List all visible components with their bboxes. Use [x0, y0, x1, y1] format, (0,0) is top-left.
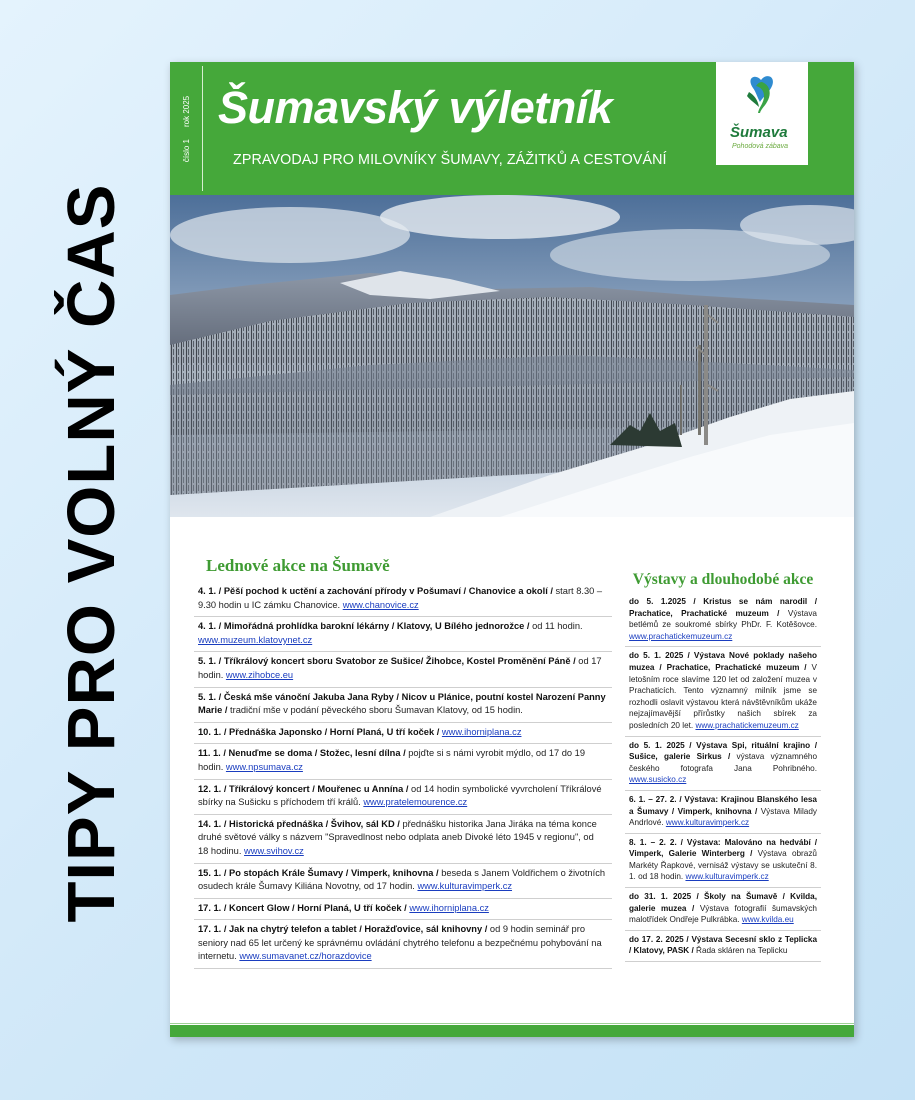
exhibition-item-text: Výstava betlémů ze soukromé sbírky PhDr. F. Kotěšovce.: [629, 608, 817, 630]
footer-rule: [170, 1023, 854, 1024]
exhibition-item: [625, 593, 821, 647]
event-item-heading: 4. 1. / Mimořádná prohlídka barokní lékárny / Klatovy, U Bílého jednorožce /: [198, 621, 530, 632]
event-item-link[interactable]: www.sumavanet.cz/horazdovice: [239, 951, 372, 962]
cover-photo-winter-landscape: [170, 195, 854, 517]
event-item-heading: 5. 1. / Tříkrálový koncert sboru Svatobor ze Sušice/ Žihobce, Kostel Proměnění Páně /: [198, 656, 576, 667]
exhibition-item-link[interactable]: www.prachatickemuzeum.cz: [695, 720, 799, 730]
event-item: [194, 920, 612, 969]
event-item: [194, 899, 612, 921]
event-item: [194, 688, 612, 723]
event-item-heading: 15. 1. / Po stopách Krále Šumavy / Vimperk, knihovna /: [198, 867, 439, 878]
event-item-link[interactable]: www.zihobce.eu: [225, 669, 294, 680]
exhibition-item-text: Výstava obrazů Markéty Řapkové, vernisáž výstavy se uskuteční 8. 1. od 18 hodin.: [629, 849, 817, 882]
exhibition-item-text: V letošním roce slavíme 120 let od založení muzea v Prachaticích. Tento významný milník jsme se rozhodli oslavit výstavou která návštěvníkům ukáže nejzajímavější přírůstky našich sbírek za posledních 20 let.: [629, 662, 817, 730]
event-item-link[interactable]: www.ihorniplana.cz: [441, 726, 522, 737]
event-item-heading: 11. 1. / Nenuďme se doma / Stožec, lesní dílna /: [198, 748, 406, 759]
event-item-heading: 5. 1. / Česká mše vánoční Jakuba Jana Ryby / Nicov u Plánice, poutní kostel Narození Panny Marie /: [198, 691, 606, 716]
exhibitions-list: [625, 593, 821, 962]
event-item-text: tradiční mše v podání pěveckého sboru Šumavan Klatovy, od 15 hodin.: [227, 705, 523, 716]
event-item-text: pojďte si s námi vyrobit mýdlo, od 17 do 19 hodin.: [198, 748, 586, 772]
exhibition-item: [625, 834, 821, 888]
issue-number: číslo 1: [182, 139, 191, 163]
exhibitions-heading: Výstavy a dlouhodobé akce: [632, 571, 814, 588]
header-divider: [202, 66, 203, 191]
issue-label: [182, 89, 194, 169]
january-events-column: [194, 556, 612, 969]
event-item-text: od 11 hodin.: [529, 621, 583, 632]
event-item-heading: 17. 1. / Koncert Glow / Horní Planá, U tří koček /: [198, 902, 407, 913]
exhibitions-column: [625, 570, 821, 990]
event-item: [194, 815, 612, 864]
exhibition-item-link[interactable]: www.kulturavimperk.cz: [665, 818, 750, 828]
logo-word: Šumava: [730, 124, 788, 141]
event-item-link[interactable]: www.npsumava.cz: [225, 761, 303, 772]
sumava-heart-logo-icon: [716, 62, 808, 124]
event-item-link[interactable]: www.pratelemourence.cz: [363, 797, 468, 808]
exhibition-item-link[interactable]: www.kvilda.eu: [741, 915, 794, 925]
exhibition-item: [625, 888, 821, 931]
magazine-subtitle: ZPRAVODAJ PRO MILOVNÍKY ŠUMAVY, ZÁŽITKŮ A CESTOVÁNÍ: [233, 152, 667, 168]
event-item: [194, 582, 612, 617]
exhibition-item: [625, 791, 821, 834]
event-item-text: přednášku historika Jana Jiráka na téma konce druhé světové války s názvem "Spravedlnost nebo odplata aneb Divoké léto 1945 v regionu", od 18 hodinu.: [198, 818, 597, 856]
exhibition-item-heading: 6. 1. – 27. 2. / Výstava: Krajinou Blanského lesa a Šumavy / Vimperk, knihovna /: [629, 794, 817, 816]
event-item-text: od 14 hodin symbolické vyvrcholení Tříkrálové sbírky na Sušicku s příchodem tří králů.: [198, 783, 602, 808]
event-item: [194, 723, 612, 745]
exhibition-item-heading: do 5. 1. 2025 / Výstava Nové poklady našeho muzea / Prachatice, Prachatické muzeum /: [629, 651, 817, 672]
event-item-text: od 9 hodin seminář pro seniory nad 65 let určený ke správnému ovládání chytrého telefonu a bezpečnému pohybování na internetu.: [198, 924, 602, 962]
side-title: TIPY PRO VOLNÝ ČAS: [54, 183, 129, 923]
exhibition-item-heading: do 31. 1. 2025 / Školy na Šumavě / Kvilda, galerie muzea /: [629, 892, 817, 913]
exhibition-item-link[interactable]: www.susicko.cz: [629, 775, 687, 785]
sumava-logo: [716, 62, 808, 165]
event-item-heading: 4. 1. / Pěší pochod k uctění a zachování přírody v Pošumaví / Chanovice a okolí /: [198, 586, 553, 596]
event-item: [194, 652, 612, 687]
event-item-heading: 10. 1. / Přednáška Japonsko / Horní Planá, U tří koček /: [198, 726, 440, 737]
event-item: [194, 864, 612, 899]
exhibition-item-text: Řada skláren na Teplicku: [693, 946, 788, 956]
exhibition-item-text: výstava významného českého fotografa Jana Pohribného.: [629, 752, 818, 773]
exhibition-item-text: Výstava Milady Andrlové.: [629, 806, 817, 828]
exhibition-item-heading: do 17. 2. 2025 / Výstava Secesní sklo z Teplicka / Klatovy, PASK /: [629, 934, 817, 956]
event-item-heading: 17. 1. / Jak na chytrý telefon a tablet / Horažďovice, sál knihovny /: [198, 924, 488, 935]
event-item-text: od 17 hodin.: [198, 656, 602, 680]
event-item-link[interactable]: www.kulturavimperk.cz: [417, 881, 513, 892]
event-item-link[interactable]: www.chanovice.cz: [342, 599, 419, 610]
exhibition-item-link[interactable]: www.prachatickemuzeum.cz: [629, 631, 733, 641]
event-item-link[interactable]: www.svihov.cz: [244, 845, 304, 856]
event-item: [194, 780, 612, 815]
event-item-heading: 14. 1. / Historická přednáška / Švihov, sál KD /: [198, 818, 400, 829]
event-item: [194, 744, 612, 779]
footer-bar: [170, 1025, 854, 1037]
exhibition-item-link[interactable]: www.kulturavimperk.cz: [685, 872, 769, 882]
header-bar: [170, 62, 854, 195]
event-item-link[interactable]: www.ihorniplana.cz: [409, 902, 489, 913]
magazine-title: Šumavský výletník: [218, 82, 613, 133]
january-events-list: [194, 582, 612, 969]
exhibition-item: [625, 737, 821, 791]
event-item: [194, 617, 612, 652]
event-item-heading: 12. 1. / Tříkrálový koncert / Mouřenec u Annína /: [198, 783, 409, 794]
exhibition-item: [625, 931, 821, 962]
exhibition-item-heading: do 5. 1. 2025 / Výstava Spi, rituální krajino / Sušice, galerie Sirkus /: [629, 740, 817, 762]
event-item-text: beseda s Janem Voldřichem o životních osudech krále Šumavy Kiliána Novotny, od 17 hodin.: [198, 867, 606, 892]
exhibition-item-heading: 8. 1. – 2. 2. / Výstava: Malováno na hedvábí / Vimperk, Galerie Winterberg /: [629, 837, 817, 859]
exhibition-item: [625, 647, 821, 736]
exhibition-item-heading: do 5. 1.2025 / Kristus se nám narodil / Prachatice, Prachatické muzeum /: [629, 597, 817, 618]
logo-tagline: Pohodová zábava: [732, 143, 789, 150]
newsletter-page: [170, 62, 854, 1037]
january-events-heading: Lednové akce na Šumavě: [206, 556, 390, 575]
event-item-link[interactable]: www.muzeum.klatovynet.cz: [198, 634, 313, 645]
issue-year: rok 2025: [182, 95, 191, 128]
exhibition-item-text: Výstava fotografií šumavských malotřídek Ondřeje Pulkrábka.: [629, 903, 817, 925]
event-item-text: start 8.30 – 9.30 hodin u IC zámku Chanovice.: [198, 586, 603, 610]
